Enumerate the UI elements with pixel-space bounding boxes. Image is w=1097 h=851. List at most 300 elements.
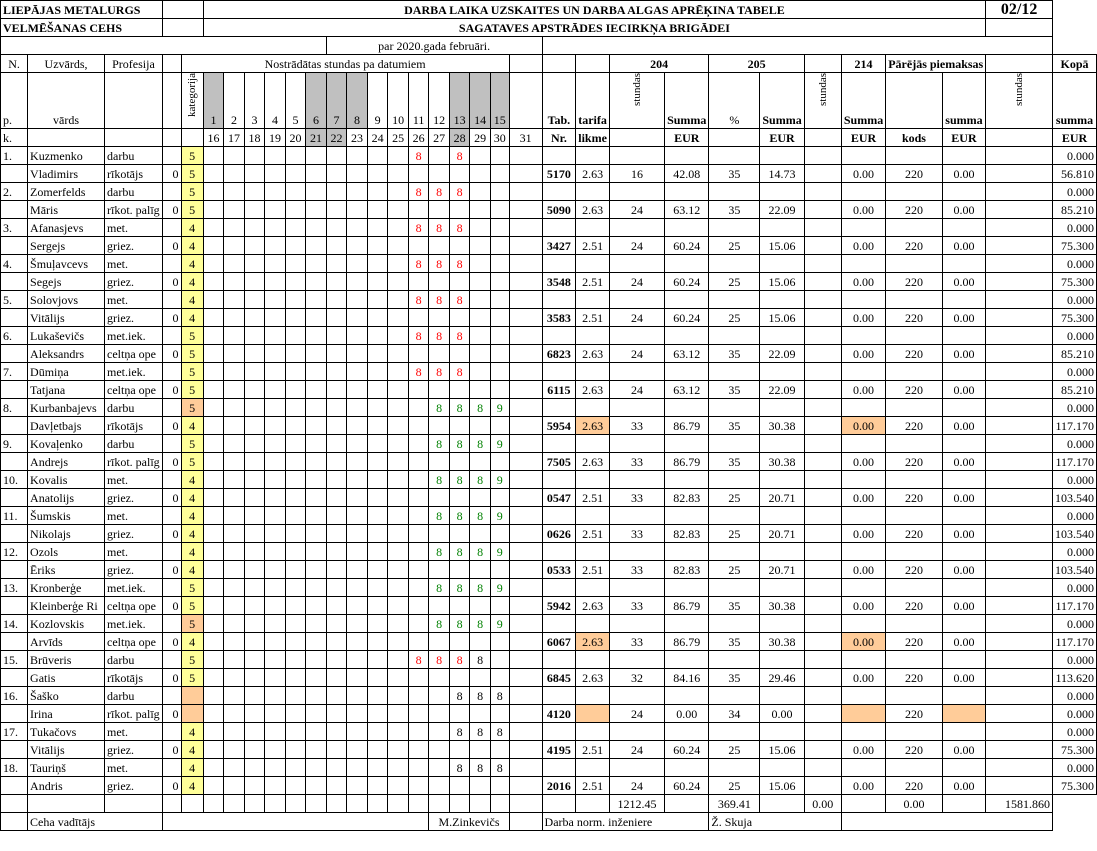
hours-29 <box>470 669 491 687</box>
hours-28: 8 <box>449 507 470 525</box>
blank <box>709 291 760 309</box>
hours-31 <box>509 363 542 381</box>
hours-16 <box>203 363 224 381</box>
category-value: 4 <box>181 237 203 255</box>
day-28: 28 <box>449 129 470 147</box>
blank <box>162 435 181 453</box>
day-29: 29 <box>470 129 491 147</box>
hours-31 <box>509 723 542 741</box>
employee-name: Ēriks <box>28 561 105 579</box>
code: 220 <box>886 309 943 327</box>
percent: 35 <box>709 633 760 651</box>
day-16: 16 <box>203 129 224 147</box>
sum-214: 0.00 <box>841 741 885 759</box>
employee-row <box>1 597 1097 615</box>
blank <box>804 723 841 741</box>
hours-21 <box>306 669 327 687</box>
sum-214: 0.00 <box>841 597 885 615</box>
hours-21 <box>306 237 327 255</box>
employee-profession: met. <box>105 471 163 489</box>
sum-214: 0.00 <box>841 345 885 363</box>
blank <box>609 723 664 741</box>
hours-24 <box>367 219 388 237</box>
hours-24 <box>367 309 388 327</box>
employee-name: Tatjana <box>28 381 105 399</box>
hours-28: 8 <box>449 219 470 237</box>
category-value: 4 <box>181 309 203 327</box>
tariff-rate: 2.63 <box>576 417 610 435</box>
employee-surname: Tauriņš <box>28 759 105 777</box>
hours-29 <box>470 147 491 165</box>
sum-214: 0.00 <box>841 201 885 219</box>
hours-17 <box>224 687 245 705</box>
blank <box>105 129 163 147</box>
tariff-rate: 2.51 <box>576 273 610 291</box>
blank <box>1 561 28 579</box>
tab-number: 6067 <box>542 633 576 651</box>
hours-21 <box>306 363 327 381</box>
employee-name: Gatis <box>28 669 105 687</box>
hours-25 <box>388 741 409 759</box>
hours-26 <box>408 165 429 183</box>
sum-214: 0.00 <box>841 453 885 471</box>
blank <box>1 453 28 471</box>
col-pct: % <box>709 73 760 129</box>
employee-profession: met.iek. <box>105 615 163 633</box>
hours-27: 8 <box>429 435 450 453</box>
blank <box>490 795 509 813</box>
blank <box>665 255 709 273</box>
employee-row <box>1 237 1097 255</box>
blank <box>665 795 709 813</box>
hours-25 <box>388 417 409 435</box>
hours-28: 8 <box>449 471 470 489</box>
code: 220 <box>886 273 943 291</box>
blank <box>162 291 181 309</box>
hours-20 <box>285 453 306 471</box>
blank <box>665 615 709 633</box>
hours-total: 24 <box>609 309 664 327</box>
zero-value: 0 <box>162 237 181 255</box>
hours-19 <box>265 597 286 615</box>
blank <box>162 399 181 417</box>
blank <box>709 507 760 525</box>
blank <box>609 255 664 273</box>
zero-value: 0 <box>162 165 181 183</box>
hours-31 <box>509 669 542 687</box>
col-eur: EUR <box>841 129 885 147</box>
hours-31 <box>509 633 542 651</box>
hours-19 <box>265 561 286 579</box>
hours-17 <box>224 273 245 291</box>
tab-number: 6115 <box>542 381 576 399</box>
blank <box>576 507 610 525</box>
hours-21 <box>306 579 327 597</box>
blank <box>804 669 841 687</box>
blank <box>576 759 610 777</box>
hours-29: 8 <box>470 579 491 597</box>
hours-29: 8 <box>470 615 491 633</box>
other-sum: 0.00 <box>942 741 986 759</box>
blank <box>609 183 664 201</box>
hours-22 <box>326 255 347 273</box>
percent: 25 <box>709 237 760 255</box>
category-value: 4 <box>181 291 203 309</box>
blank <box>509 813 542 831</box>
hours-20 <box>285 579 306 597</box>
blank <box>942 291 986 309</box>
hours-18 <box>244 633 265 651</box>
report-subtitle: SAGATAVES APSTRĀDES IECIRKŅA BRIGĀDEI <box>203 19 986 37</box>
hours-18 <box>244 741 265 759</box>
employee-surname: Kovalis <box>28 471 105 489</box>
hours-18 <box>244 705 265 723</box>
hours-21 <box>306 291 327 309</box>
blank <box>576 687 610 705</box>
employee-profession: darbu <box>105 399 163 417</box>
percent: 25 <box>709 525 760 543</box>
total-line1: 0.000 <box>1053 147 1097 165</box>
hours-17 <box>224 561 245 579</box>
employee-number: 7. <box>1 363 28 381</box>
hours-23 <box>347 291 368 309</box>
hours-19 <box>265 309 286 327</box>
hours-20 <box>285 705 306 723</box>
hours-total: 33 <box>609 489 664 507</box>
total-line2: 117.170 <box>1053 417 1097 435</box>
blank <box>986 561 1053 579</box>
day-18: 18 <box>244 129 265 147</box>
blank <box>986 615 1053 633</box>
hours-17 <box>224 345 245 363</box>
hours-27: 8 <box>429 399 450 417</box>
hours-28 <box>449 453 470 471</box>
hours-17 <box>224 507 245 525</box>
sum-205: 20.71 <box>760 561 804 579</box>
tariff-rate: 2.63 <box>576 669 610 687</box>
percent: 25 <box>709 309 760 327</box>
category-value: 4 <box>181 759 203 777</box>
hours-23 <box>347 201 368 219</box>
hours-16 <box>203 291 224 309</box>
blank <box>886 759 943 777</box>
day-23: 23 <box>347 129 368 147</box>
blank <box>804 471 841 489</box>
sum-214: 0.00 <box>841 417 885 435</box>
hours-29 <box>470 417 491 435</box>
hours-17 <box>224 327 245 345</box>
hours-25 <box>388 201 409 219</box>
employee-profession: met.iek. <box>105 363 163 381</box>
hours-31 <box>509 615 542 633</box>
tab-number: 3427 <box>542 237 576 255</box>
hours-29: 8 <box>470 435 491 453</box>
blank <box>986 165 1053 183</box>
hours-27: 8 <box>429 651 450 669</box>
hours-29 <box>470 777 491 795</box>
hours-16 <box>203 417 224 435</box>
hours-30: 9 <box>490 579 509 597</box>
hours-24 <box>367 273 388 291</box>
hours-29: 8 <box>470 759 491 777</box>
blank <box>804 453 841 471</box>
hours-22 <box>326 399 347 417</box>
hours-28 <box>449 669 470 687</box>
blank <box>804 597 841 615</box>
total-204: 1212.45 <box>609 795 664 813</box>
hours-31 <box>509 471 542 489</box>
tariff-rate: 2.51 <box>576 525 610 543</box>
blank <box>1 777 28 795</box>
blank <box>542 327 576 345</box>
tariff-rate: 2.63 <box>576 345 610 363</box>
employee-surname: Kovaļenko <box>28 435 105 453</box>
blank <box>986 183 1053 201</box>
employee-row <box>1 759 1097 777</box>
code: 220 <box>886 741 943 759</box>
hours-22 <box>326 687 347 705</box>
hours-22 <box>326 507 347 525</box>
employee-profession: griez. <box>105 525 163 543</box>
blank <box>1 165 28 183</box>
col-other-bonuses: Pārējās piemaksas <box>886 55 986 73</box>
hours-16 <box>203 777 224 795</box>
sum-204: 60.24 <box>665 273 709 291</box>
blank <box>986 777 1053 795</box>
sum-205: 30.38 <box>760 453 804 471</box>
hours-23 <box>347 489 368 507</box>
hours-23 <box>347 543 368 561</box>
hours-17 <box>224 471 245 489</box>
blank <box>162 759 181 777</box>
percent: 35 <box>709 201 760 219</box>
employee-row <box>1 183 1097 201</box>
hours-24 <box>367 255 388 273</box>
hours-26: 8 <box>408 291 429 309</box>
blank <box>986 687 1053 705</box>
blank <box>841 651 885 669</box>
hours-19 <box>265 471 286 489</box>
tab-number: 5954 <box>542 417 576 435</box>
col-204: 204 <box>609 55 709 73</box>
hours-28 <box>449 273 470 291</box>
blank <box>709 723 760 741</box>
employee-surname: Brūveris <box>28 651 105 669</box>
code: 220 <box>886 381 943 399</box>
blank <box>986 525 1053 543</box>
blank <box>709 327 760 345</box>
blank <box>244 795 265 813</box>
hours-28: 8 <box>449 579 470 597</box>
hours-27 <box>429 309 450 327</box>
hours-26 <box>408 381 429 399</box>
hours-20 <box>285 687 306 705</box>
blank <box>804 255 841 273</box>
hours-16 <box>203 633 224 651</box>
blank <box>841 723 885 741</box>
employee-number: 6. <box>1 327 28 345</box>
hours-18 <box>244 399 265 417</box>
blank <box>709 183 760 201</box>
hours-30 <box>490 273 509 291</box>
hours-23 <box>347 165 368 183</box>
sum-205: 30.38 <box>760 633 804 651</box>
blank <box>1 489 28 507</box>
hours-18 <box>244 165 265 183</box>
employee-row <box>1 435 1097 453</box>
sum-204: 86.79 <box>665 633 709 651</box>
blank <box>841 795 885 813</box>
blank <box>367 795 388 813</box>
hours-31 <box>509 237 542 255</box>
hours-26 <box>408 471 429 489</box>
total-line1: 0.000 <box>1053 399 1097 417</box>
hours-27 <box>429 633 450 651</box>
hours-19 <box>265 543 286 561</box>
hours-27 <box>429 561 450 579</box>
blank <box>886 435 943 453</box>
blank <box>841 183 885 201</box>
hours-18 <box>244 255 265 273</box>
blank <box>886 219 943 237</box>
hours-26 <box>408 741 429 759</box>
tariff-rate <box>576 705 610 723</box>
hours-22 <box>326 651 347 669</box>
employee-row <box>1 579 1097 597</box>
hours-28: 8 <box>449 615 470 633</box>
footer-role-right: Darba norm. inženiere <box>542 813 709 831</box>
employee-number: 5. <box>1 291 28 309</box>
report-title: DARBA LAIKA UZSKAITES UN DARBA ALGAS APRĒĶINA TABELE <box>203 1 986 19</box>
col-hours-2 <box>804 73 841 129</box>
employee-profession: met. <box>105 291 163 309</box>
blank <box>886 579 943 597</box>
hours-17 <box>224 255 245 273</box>
employee-name: Vitālijs <box>28 741 105 759</box>
blank <box>665 327 709 345</box>
hours-23 <box>347 471 368 489</box>
col-tariff: tarifa <box>576 73 610 129</box>
hours-20 <box>285 651 306 669</box>
hours-31 <box>509 543 542 561</box>
hours-20 <box>285 255 306 273</box>
hours-23 <box>347 399 368 417</box>
sum-205: 15.06 <box>760 309 804 327</box>
category-value: 4 <box>181 219 203 237</box>
category-value: 5 <box>181 363 203 381</box>
blank <box>709 687 760 705</box>
hours-17 <box>224 399 245 417</box>
hours-23 <box>347 147 368 165</box>
hours-25 <box>388 777 409 795</box>
hours-19 <box>265 237 286 255</box>
category-value: 5 <box>181 597 203 615</box>
employee-profession: rīkot. palīg <box>105 705 163 723</box>
hours-16 <box>203 345 224 363</box>
employee-row <box>1 165 1097 183</box>
employee-row <box>1 669 1097 687</box>
blank <box>162 1 203 19</box>
employee-number: 11. <box>1 507 28 525</box>
employee-surname: Šumskis <box>28 507 105 525</box>
blank <box>804 291 841 309</box>
employee-surname: Ozols <box>28 543 105 561</box>
employee-row <box>1 273 1097 291</box>
hours-24 <box>367 345 388 363</box>
blank <box>942 255 986 273</box>
blank <box>542 687 576 705</box>
category-value: 5 <box>181 399 203 417</box>
hours-22 <box>326 453 347 471</box>
hours-27: 8 <box>429 219 450 237</box>
code: 220 <box>886 165 943 183</box>
col-hours <box>609 73 664 129</box>
day-22: 22 <box>326 129 347 147</box>
hours-31 <box>509 777 542 795</box>
hours-18 <box>244 183 265 201</box>
total-line1: 0.000 <box>1053 435 1097 453</box>
hours-30 <box>490 183 509 201</box>
blank <box>709 615 760 633</box>
hours-26 <box>408 687 429 705</box>
hours-29 <box>470 201 491 219</box>
hours-20 <box>285 273 306 291</box>
blank <box>886 543 943 561</box>
hours-22 <box>326 165 347 183</box>
hours-19 <box>265 183 286 201</box>
col-214-sum: Summa <box>841 73 885 129</box>
employee-number: 8. <box>1 399 28 417</box>
hours-21 <box>306 471 327 489</box>
hours-19 <box>265 381 286 399</box>
hours-26 <box>408 525 429 543</box>
hours-16 <box>203 471 224 489</box>
hours-28 <box>449 201 470 219</box>
hours-22 <box>326 237 347 255</box>
col-p: p. <box>1 73 28 129</box>
day-5: 5 <box>285 73 306 129</box>
blank <box>760 291 804 309</box>
blank <box>841 543 885 561</box>
hours-18 <box>244 723 265 741</box>
blank <box>542 795 576 813</box>
employee-profession: rīkot. palīg <box>105 201 163 219</box>
hours-21 <box>306 273 327 291</box>
blank <box>986 759 1053 777</box>
hours-16 <box>203 381 224 399</box>
blank <box>986 255 1053 273</box>
blank <box>841 219 885 237</box>
hours-24 <box>367 237 388 255</box>
hours-29 <box>470 633 491 651</box>
hours-29: 8 <box>470 687 491 705</box>
blank <box>986 19 1053 37</box>
hours-16 <box>203 147 224 165</box>
blank <box>841 759 885 777</box>
hours-25 <box>388 723 409 741</box>
hours-19 <box>265 507 286 525</box>
employee-surname: Kozlovskis <box>28 615 105 633</box>
sum-205: 29.46 <box>760 669 804 687</box>
blank <box>162 327 181 345</box>
sum-205: 15.06 <box>760 777 804 795</box>
percent: 35 <box>709 345 760 363</box>
hours-18 <box>244 291 265 309</box>
tab-number: 5090 <box>542 201 576 219</box>
total-line2: 75.300 <box>1053 273 1097 291</box>
percent: 35 <box>709 597 760 615</box>
sum-204: 63.12 <box>665 345 709 363</box>
